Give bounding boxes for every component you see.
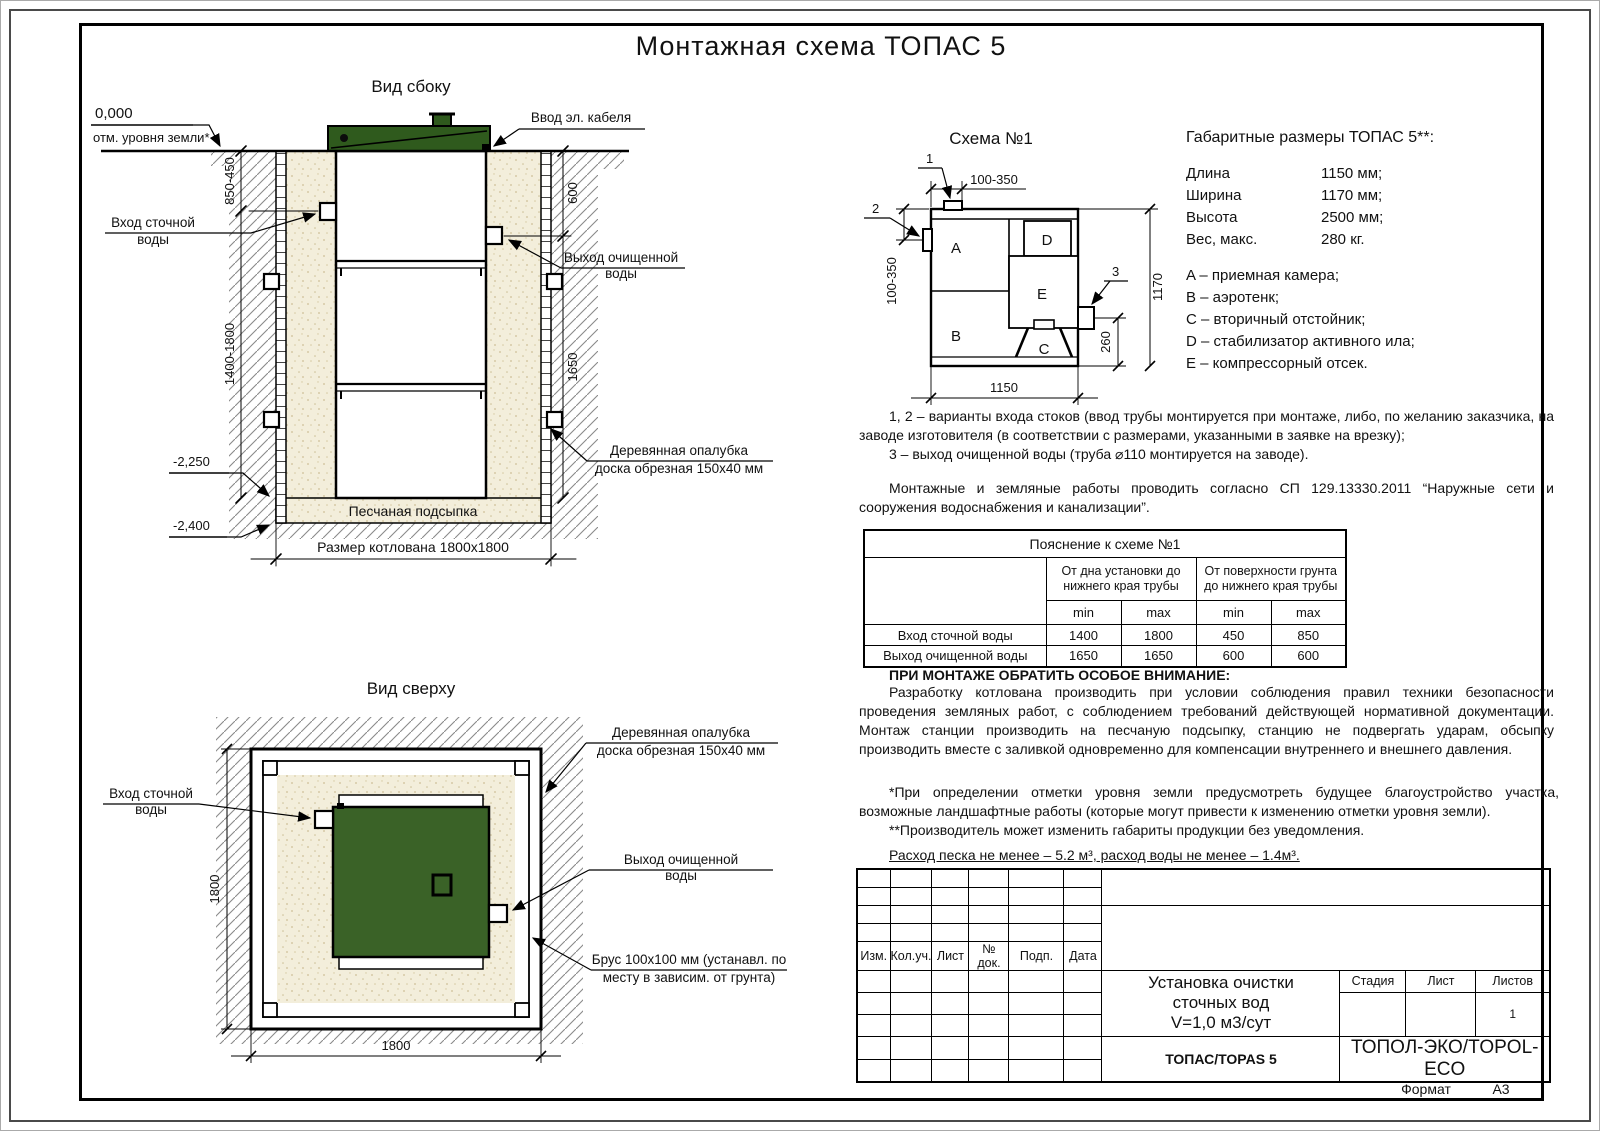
table-title: Пояснение к схеме №1	[864, 530, 1346, 558]
svg-text:воды: воды	[135, 802, 167, 817]
stamp-col-list: Лист	[932, 941, 969, 970]
frame-corner	[263, 1003, 277, 1017]
legend-item: C – вторичный отстойник;	[1186, 311, 1366, 328]
cable-label: Ввод эл. кабеля	[530, 110, 632, 125]
title-block	[856, 868, 1551, 1083]
outlet-label: Выход очищенной	[623, 852, 739, 867]
callout-3: 3	[1112, 264, 1120, 279]
inlet-stub	[320, 203, 336, 220]
tank-lid-top	[333, 807, 489, 957]
spec-row: Высота 2500 мм;	[1186, 209, 1384, 226]
outlet-label: Выход очищенной	[563, 250, 679, 265]
inlet-label: Вход сточной	[111, 215, 195, 230]
compartment-b: B	[950, 328, 962, 345]
min-header: min	[1196, 601, 1271, 625]
dim-260: 260	[1098, 331, 1113, 353]
spec-row: Длина 1150 мм;	[1186, 165, 1383, 182]
sp-note: Монтажные и земляные работы проводить согласно СП 129.13330.2011 “Наружные сети и сооружения водоснабжения и канализации”.	[859, 480, 1554, 515]
formwork-clamp	[547, 412, 562, 427]
stamp-doc-field	[1102, 905, 1550, 970]
ground-hatch-bottom	[229, 523, 598, 539]
dim-850-450: 850-450	[222, 157, 237, 205]
explanation-table	[863, 529, 1347, 668]
stage-label: Стадия	[1340, 970, 1406, 992]
sheets-label: Листов	[1476, 970, 1550, 992]
attention-body: Разработку котлована производить при условии соблюдения правил техники безопасности проведения земляных работ, с соблюдением требований действующей нормативной документации. Монтаж станции производить на песчаную подсыпку, станцию не подвергать ударам, обсыпку производить вместе с заливкой одновременно для компенсации внутреннего и внешнего давления.	[859, 684, 1554, 757]
footnote-2: **Производитель может изменить габариты продукции без уведомления.	[889, 822, 1365, 838]
footnotes	[859, 783, 1559, 840]
dim-600: 600	[565, 182, 580, 204]
column-group-2: От поверхности грунта до нижнего края трубы	[1196, 558, 1346, 601]
scheme-body	[923, 201, 1094, 366]
formwork-clamp	[264, 274, 279, 289]
top-view-title: Вид сверху	[366, 679, 456, 698]
footnote-1: *При определении отметки уровня земли предусмотреть будущее благоустройство участка, возможные ландшафтные работы (которые могут привести к изменению отметки уровня земли).	[859, 784, 1559, 819]
inlet-label: Вход сточной	[109, 786, 193, 801]
company-cell: ТОПОЛ-ЭКО/TOPOL-ECO	[1340, 1036, 1550, 1082]
formwork-board-right	[541, 151, 551, 523]
dim-left-100-350: 100-350	[884, 257, 899, 305]
dim-pit-size: Размер котлована 1800х1800	[317, 539, 509, 555]
formwork-label: Деревянная опалубка	[611, 725, 751, 740]
ground-hatch	[598, 151, 624, 169]
beam-label: Брус 100х100 мм (устанавл. по	[591, 952, 787, 967]
side-view-drawing	[81, 76, 781, 576]
table-row: Выход очищенной воды 1650 1650 600 600	[864, 646, 1346, 667]
stamp-col-podp: Подп.	[1009, 941, 1064, 970]
formwork-label: Деревянная опалубка	[609, 443, 749, 458]
formwork-board-left	[276, 151, 286, 523]
lid-edge-top	[339, 795, 483, 807]
clarifier-weir	[1034, 320, 1054, 329]
stamp-doc-field	[1102, 869, 1550, 905]
stage-value	[1340, 992, 1406, 1036]
format-value: А3	[1492, 1081, 1510, 1097]
formwork-clamp	[547, 274, 562, 289]
sheet-value	[1406, 992, 1476, 1036]
legend-item: B – аэротенк;	[1186, 289, 1280, 306]
dim-1150: 1150	[990, 380, 1018, 395]
outlet-stub	[489, 905, 507, 922]
frame-corner	[515, 761, 529, 775]
svg-text:воды: воды	[665, 868, 697, 883]
tank-lid	[328, 114, 490, 151]
max-header: max	[1271, 601, 1346, 625]
format-label: Формат	[1401, 1081, 1451, 1097]
callout-1: 1	[926, 151, 934, 166]
lid-bolt	[337, 803, 344, 809]
table-corner-cell	[864, 558, 1046, 625]
dim-1170: 1170	[1150, 273, 1165, 301]
svg-text:месту в зависим. от грунта): месту в зависим. от грунта)	[602, 970, 776, 985]
page-title: Монтажная схема ТОПАС 5	[635, 31, 1007, 61]
ground-hatch-right	[551, 151, 598, 523]
compartment-d: D	[1041, 232, 1053, 249]
scheme-title: Схема №1	[949, 129, 1033, 148]
level-zero-note: отм. уровня земли*	[93, 130, 210, 145]
compartment-e: E	[1036, 286, 1048, 303]
attention-block	[859, 667, 1559, 759]
formwork-clamp	[264, 412, 279, 427]
frame-corner	[263, 761, 277, 775]
outlet-stub	[486, 227, 502, 244]
top-view-drawing	[81, 699, 801, 1084]
svg-text:доска обрезная 150х40 мм: доска обрезная 150х40 мм	[596, 743, 766, 758]
inlet-stub	[315, 811, 333, 828]
frame-corner	[515, 1003, 529, 1017]
dim-1800-horizontal: 1800	[381, 1038, 411, 1053]
dim-1650: 1650	[565, 352, 580, 382]
stamp-col-izm: Изм.	[857, 941, 890, 970]
stamp-col-ndok: № док.	[969, 941, 1009, 970]
sheets-value: 1	[1476, 992, 1550, 1036]
level-minus-2250: -2,250	[173, 454, 210, 469]
spec-row: Вес, макс. 280 кг.	[1186, 231, 1365, 248]
lid-edge-bottom	[339, 957, 483, 969]
legend-item: A – приемная камера;	[1186, 267, 1340, 284]
dim-1800-vertical: 1800	[207, 874, 222, 904]
scheme-drawing	[846, 121, 1206, 431]
stamp-col-data: Дата	[1064, 941, 1102, 970]
svg-text:воды: воды	[137, 232, 169, 247]
stamp-col-koluch: Кол.уч.	[890, 941, 932, 970]
spec-row: Ширина 1170 мм;	[1186, 187, 1383, 204]
vent-hatch	[433, 875, 451, 895]
level-zero: 0,000	[95, 105, 133, 122]
sand-bed-label: Песчаная подсыпка	[348, 503, 478, 519]
side-view-title: Вид сбоку	[371, 77, 451, 96]
tank-body	[336, 151, 486, 498]
specs-title: Габаритные размеры ТОПАС 5**:	[1186, 129, 1435, 146]
sheet-label: Лист	[1406, 970, 1476, 992]
compartment-a: A	[950, 240, 962, 257]
table-row: Вход сточной воды 1400 1800 450 850	[864, 625, 1346, 646]
outlet-3-stub	[1078, 307, 1094, 329]
svg-text:воды: воды	[605, 266, 637, 281]
level-minus-2400: -2,400	[173, 518, 210, 533]
compartment-legend	[1186, 265, 1566, 375]
dim-1400-1800: 1400-1800	[222, 322, 237, 386]
column-group-1: От дна установки до нижнего края трубы	[1046, 558, 1196, 601]
svg-text:доска обрезная 150х40 мм: доска обрезная 150х40 мм	[594, 461, 764, 476]
specs-block	[1186, 129, 1566, 375]
inlet-variant-2-stub	[923, 229, 932, 251]
compartment-c: C	[1038, 341, 1050, 358]
min-header: min	[1046, 601, 1121, 625]
max-header: max	[1121, 601, 1196, 625]
product-title-cell: Установка очистки сточных вод V=1,0 м3/сут	[1102, 970, 1340, 1036]
dim-top-100-350: 100-350	[970, 172, 1018, 187]
vent-pipe	[433, 114, 451, 126]
sand-backfill-right	[486, 151, 541, 498]
lid-bolt	[340, 134, 348, 142]
legend-item: D – стабилизатор активного ила;	[1186, 333, 1415, 350]
model-cell: ТОПАС/TOPAS 5	[1102, 1036, 1340, 1082]
legend-item: E – компрессорный отсек.	[1186, 355, 1368, 372]
variants-note: 1, 2 – варианты входа стоков (ввод трубы монтируется при монтаже, либо, по желанию заказчика, на заводе изготовителя (в соответствии с размерами, указанными в заявке на врезку); 3 – выход очищенной воды (труба ⌀110 монтируется на заводе).	[859, 408, 1554, 462]
inlet-variant-1-stub	[944, 201, 962, 210]
attention-title: ПРИ МОНТАЖЕ ОБРАТИТЬ ОСОБОЕ ВНИМАНИЕ:	[889, 667, 1231, 683]
consumption-note: Расход песка не менее – 5.2 м³, расход воды не менее – 1.4м³.	[889, 847, 1300, 863]
callout-2: 2	[872, 201, 880, 216]
